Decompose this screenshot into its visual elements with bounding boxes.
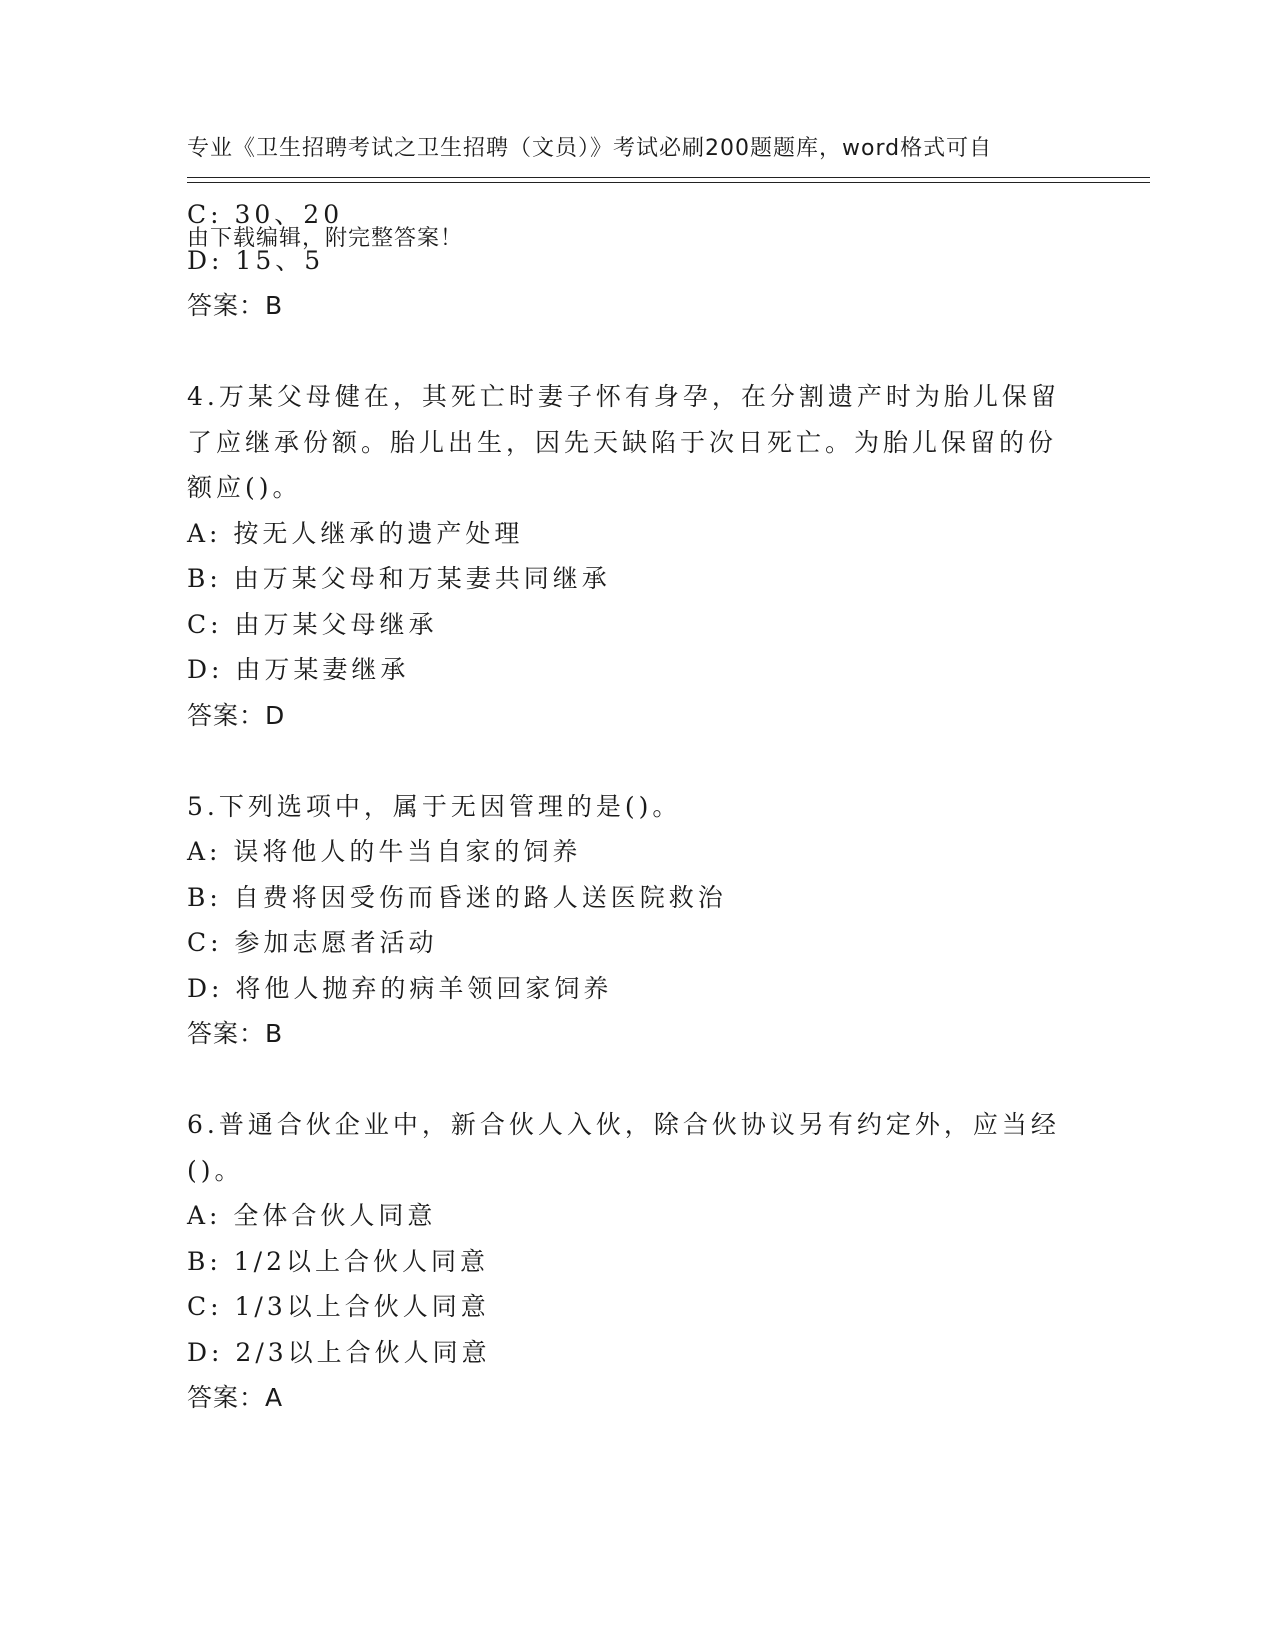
option-c: C: 参加志愿者活动 xyxy=(187,928,438,957)
option-c: C: 30、20 xyxy=(187,200,344,229)
spacer xyxy=(187,329,1087,375)
option-a: A: 按无人继承的遗产处理 xyxy=(187,518,524,548)
option-d: D: 15、5 xyxy=(187,245,325,275)
option-a: A: 全体合伙人同意 xyxy=(187,1201,437,1230)
spacer xyxy=(187,1057,1087,1103)
header-divider-bottom xyxy=(187,182,1150,183)
option-a: A: 误将他人的牛当自家的饲养 xyxy=(187,837,582,866)
answer-line: 答案：D xyxy=(187,700,286,730)
question-stem-line: 额应()。 xyxy=(187,473,302,502)
option-d: D: 将他人抛弃的病羊领回家饲养 xyxy=(187,973,613,1003)
header-title-line-1: 专业《卫生招聘考试之卫生招聘（文员）》考试必刷200题题库，word格式可自 xyxy=(187,136,993,161)
option-b: B: 1/2以上合伙人同意 xyxy=(187,1246,489,1276)
question-stem-line: 5.下列选项中，属于无因管理的是()。 xyxy=(187,791,682,821)
option-d: D: 由万某妻继承 xyxy=(187,655,410,684)
question-stem-line: 了应继承份额。胎儿出生，因先天缺陷于次日死亡。为胎儿保留的份 xyxy=(187,427,1058,457)
answer-line: 答案：A xyxy=(187,1383,284,1412)
option-c: C: 由万某父母继承 xyxy=(187,609,438,639)
question-stem-line: 4.万某父母健在，其死亡时妻子怀有身孕，在分割遗产时为胎儿保留 xyxy=(187,382,1060,411)
header-title-line-2: 由下载编辑，附完整答案！ xyxy=(187,226,464,251)
document-body xyxy=(187,192,1087,1421)
question-stem-line: 6.普通合伙企业中，新合伙人入伙，除合伙协议另有约定外，应当经 xyxy=(187,1110,1060,1139)
question-5 xyxy=(187,784,1087,1057)
question-3-continued xyxy=(187,192,1087,329)
option-b: B: 由万某父母和万某妻共同继承 xyxy=(187,564,611,593)
answer-line: 答案：B xyxy=(187,1019,284,1048)
answer-line: 答案：B xyxy=(187,291,284,320)
header-divider-top xyxy=(187,177,1150,178)
option-c: C: 1/3以上合伙人同意 xyxy=(187,1292,490,1321)
question-4 xyxy=(187,374,1087,738)
option-b: B: 自费将因受伤而昏迷的路人送医院救治 xyxy=(187,882,727,912)
question-6 xyxy=(187,1102,1087,1421)
question-stem-line: ()。 xyxy=(187,1155,244,1185)
option-d: D: 2/3以上合伙人同意 xyxy=(187,1337,491,1367)
spacer xyxy=(187,738,1087,784)
